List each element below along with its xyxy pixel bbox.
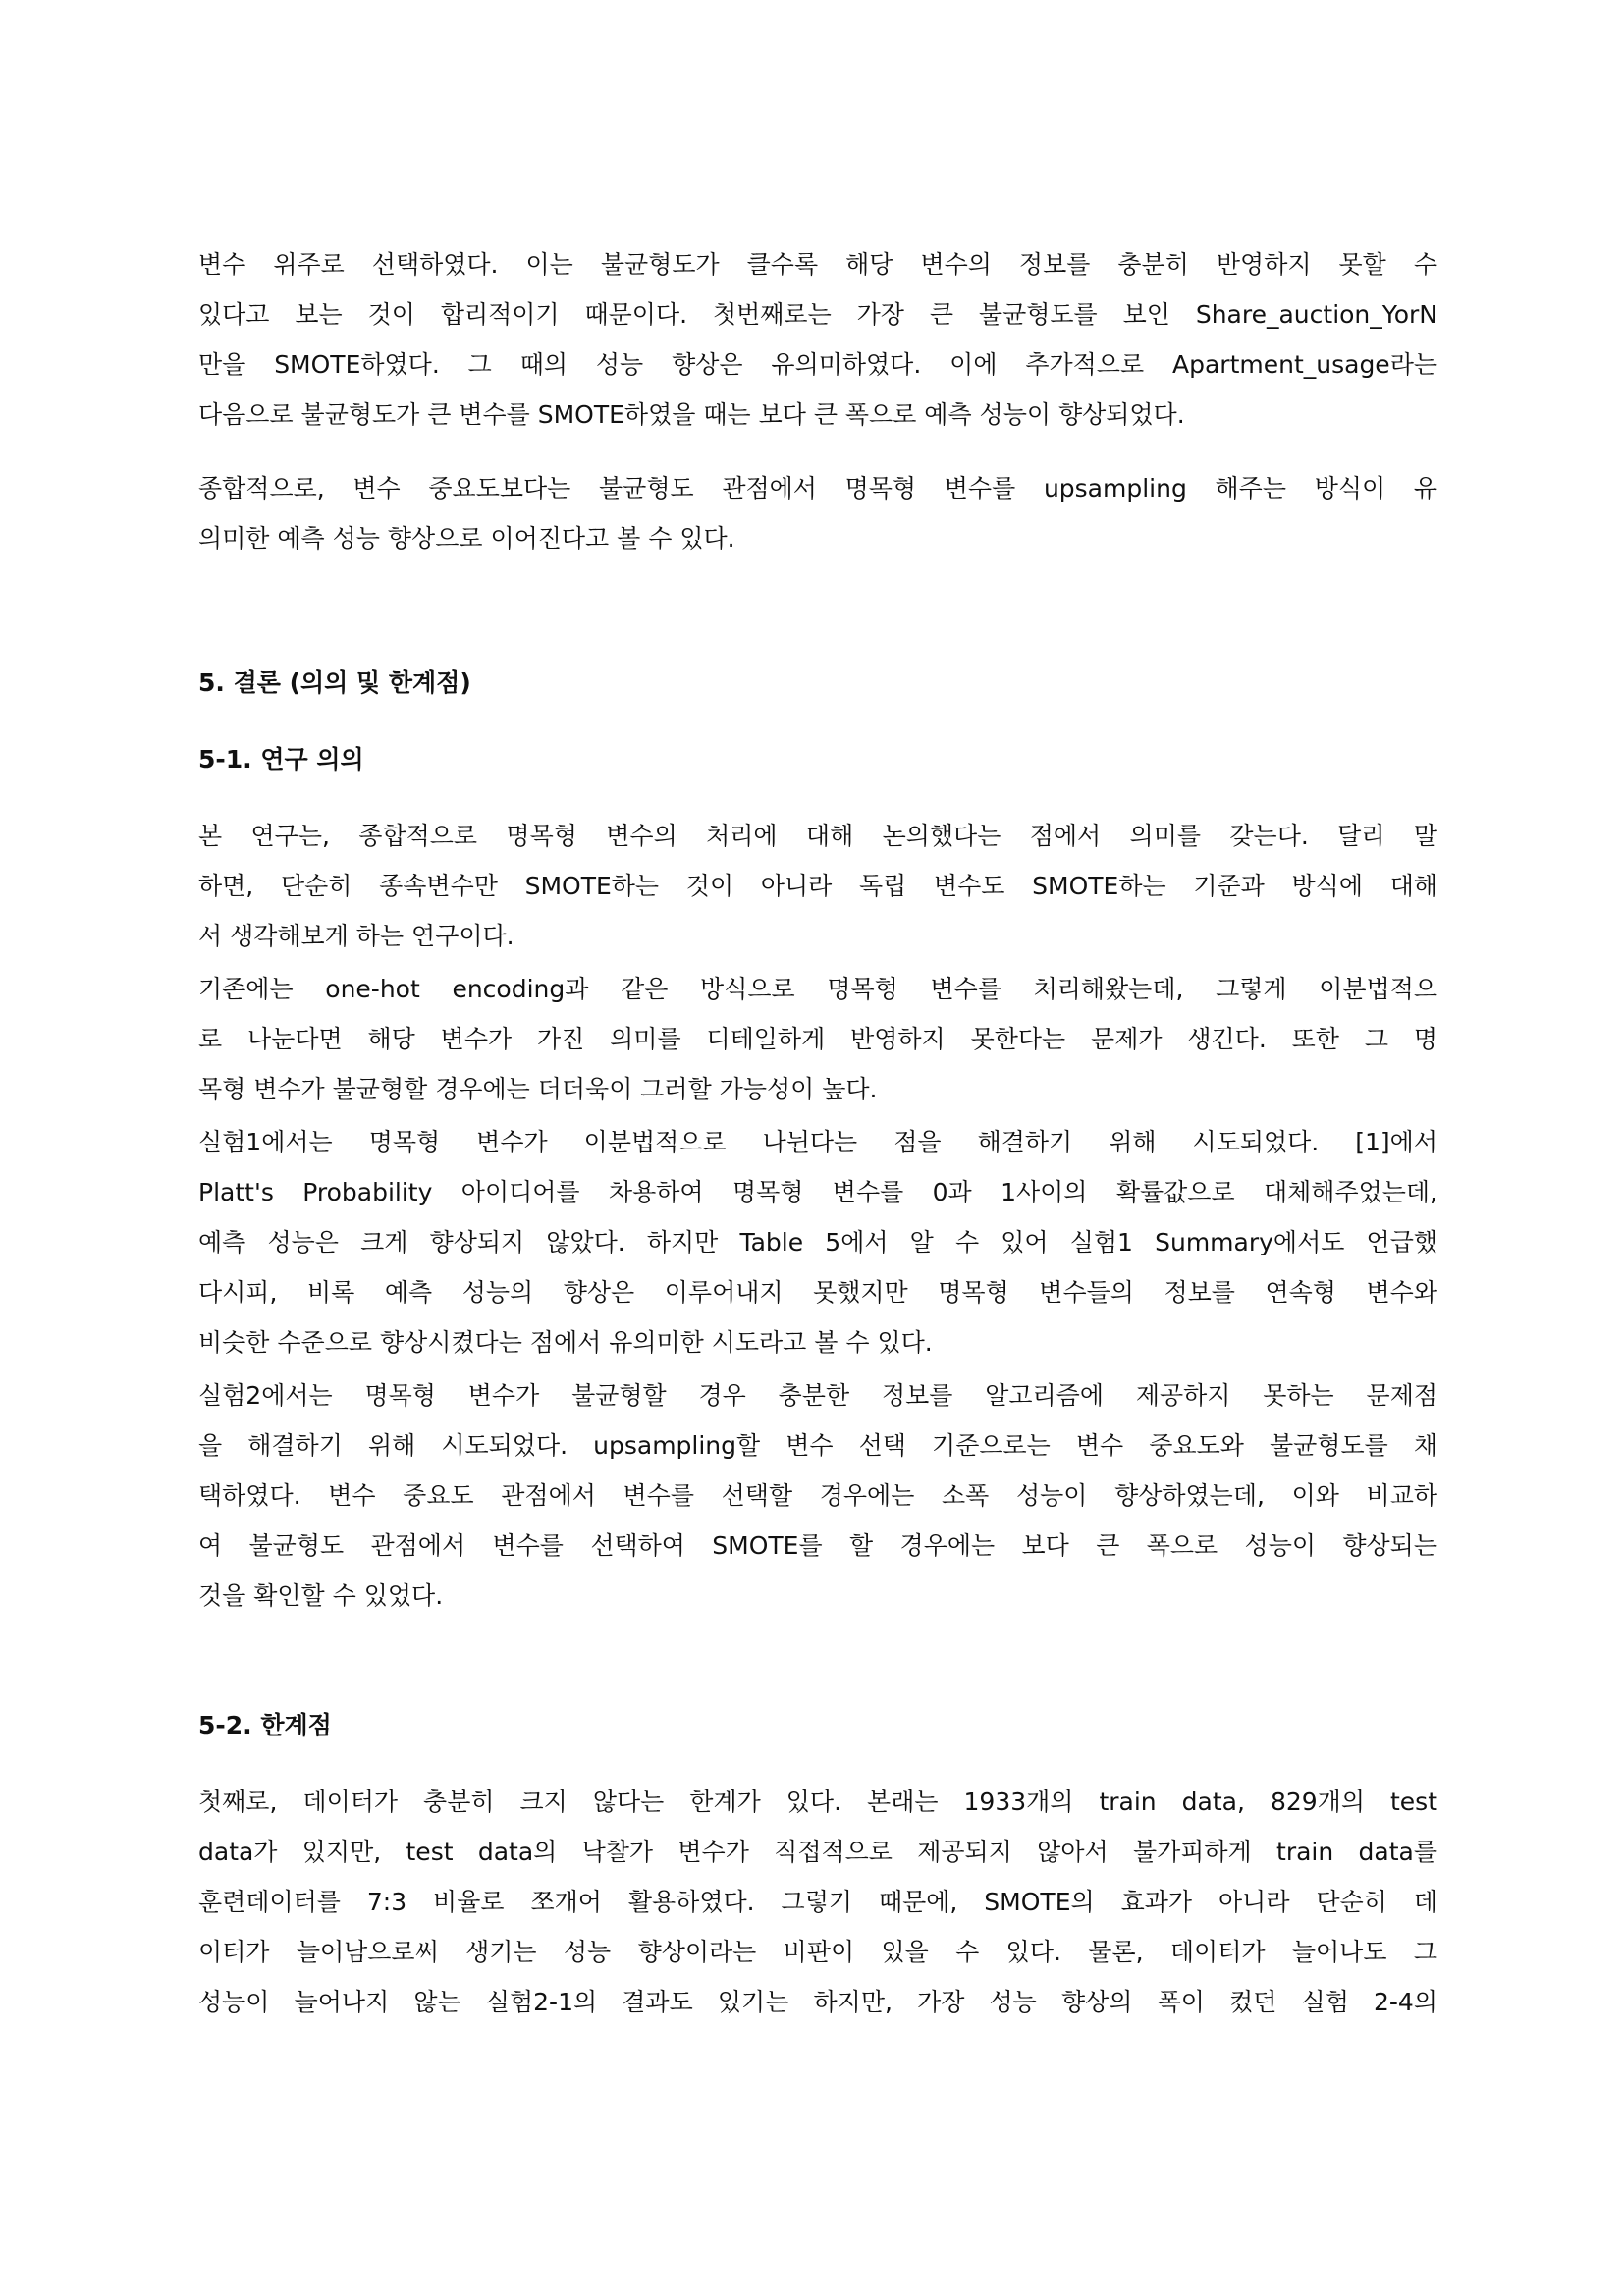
paragraph-summary [198, 463, 1437, 563]
text-line: 있다고 보는 것이 합리적이기 때문이다. 첫번째로는 가장 큰 불균형도를 보인 Share_auction_YorN [198, 300, 1437, 329]
text-line: 예측 성능은 크게 향상되지 않았다. 하지만 Table 5에서 알 수 있어 실험1 Summary에서도 언급했 [198, 1228, 1437, 1256]
text-line: data가 있지만, test data의 낙찰가 변수가 직접적으로 제공되지 않아서 불가피하게 train data를 [198, 1838, 1437, 1866]
paragraph-experiment-2 [198, 1370, 1437, 1621]
text-line: 첫째로, 데이터가 충분히 크지 않다는 한계가 있다. 본래는 1933개의 train data, 829개의 test [198, 1788, 1437, 1816]
text-line: 훈련데이터를 7:3 비율로 쪼개어 활용하였다. 그렇기 때문에, SMOTE의 효과가 아니라 단순히 데 [198, 1888, 1437, 1916]
text-line: 로 나눈다면 해당 변수가 가진 의미를 디테일하게 반영하지 못한다는 문제가 생긴다. 또한 그 명 [198, 1025, 1437, 1053]
text-line: 만을 SMOTE하였다. 그 때의 성능 향상은 유의미하였다. 이에 추가적으로 Apartment_usage라는 [198, 350, 1437, 379]
text-line: 실험2에서는 명목형 변수가 불균형할 경우 충분한 정보를 알고리즘에 제공하지 못하는 문제점 [198, 1381, 1437, 1410]
text-line: 다음으로 불균형도가 큰 변수를 SMOTE하였을 때는 보다 큰 폭으로 예측 성능이 향상되었다. [198, 400, 1185, 429]
text-line: 본 연구는, 종합적으로 명목형 변수의 처리에 대해 논의했다는 점에서 의미를 갖는다. 달리 말 [198, 822, 1437, 850]
paragraph-limitations [198, 1777, 1437, 2027]
text-line: 변수 위주로 선택하였다. 이는 불균형도가 클수록 해당 변수의 정보를 충분히 반영하지 못할 수 [198, 250, 1437, 279]
text-line: 서 생각해보게 하는 연구이다. [198, 922, 514, 950]
text-line: 다시피, 비록 예측 성능의 향상은 이루어내지 못했지만 명목형 변수들의 정보를 연속형 변수와 [198, 1278, 1437, 1307]
text-line: 의미한 예측 성능 향상으로 이어진다고 볼 수 있다. [198, 524, 735, 553]
section-heading-conclusion: 5. 결론 (의의 및 한계점) [198, 668, 471, 697]
text-line: 실험1에서는 명목형 변수가 이분법적으로 나뉜다는 점을 해결하기 위해 시도되었다. [1]에서 [198, 1128, 1437, 1156]
text-line: 기존에는 one-hot encoding과 같은 방식으로 명목형 변수를 처리해왔는데, 그렇게 이분법적으 [198, 975, 1437, 1003]
subsection-heading-research-significance: 5-1. 연구 의의 [198, 745, 364, 774]
text-line: 이터가 늘어남으로써 생기는 성능 향상이라는 비판이 있을 수 있다. 물론, 데이터가 늘어나도 그 [198, 1938, 1437, 1966]
text-line: 하면, 단순히 종속변수만 SMOTE하는 것이 아니라 독립 변수도 SMOTE하는 기준과 방식에 대해 [198, 872, 1437, 900]
text-line: 비슷한 수준으로 향상시켰다는 점에서 유의미한 시도라고 볼 수 있다. [198, 1328, 933, 1357]
text-line: 것을 확인할 수 있었다. [198, 1581, 444, 1610]
text-line: 종합적으로, 변수 중요도보다는 불균형도 관점에서 명목형 변수를 upsampling 해주는 방식이 유 [198, 474, 1437, 503]
text-line: 목형 변수가 불균형할 경우에는 더더욱이 그러할 가능성이 높다. [198, 1075, 878, 1103]
paragraph-research-significance [198, 811, 1437, 961]
text-line: 을 해결하기 위해 시도되었다. upsampling할 변수 선택 기준으로는 변수 중요도와 불균형도를 채 [198, 1431, 1437, 1460]
subsection-heading-limitations: 5-2. 한계점 [198, 1711, 332, 1739]
paragraph-one-hot-encoding [198, 964, 1437, 1114]
text-line: 성능이 늘어나지 않는 실험2-1의 결과도 있기는 하지만, 가장 성능 향상의 폭이 컸던 실험 2-4의 [198, 1988, 1437, 2016]
text-line: Platt's Probability 아이디어를 차용하여 명목형 변수를 0과 1사이의 확률값으로 대체해주었는데, [198, 1178, 1437, 1206]
text-line: 여 불균형도 관점에서 변수를 선택하여 SMOTE를 할 경우에는 보다 큰 폭으로 성능이 향상되는 [198, 1531, 1437, 1560]
text-line: 택하였다. 변수 중요도 관점에서 변수를 선택할 경우에는 소폭 성능이 향상하였는데, 이와 비교하 [198, 1481, 1437, 1510]
paragraph-variable-selection [198, 240, 1437, 440]
paragraph-experiment-1 [198, 1117, 1437, 1367]
